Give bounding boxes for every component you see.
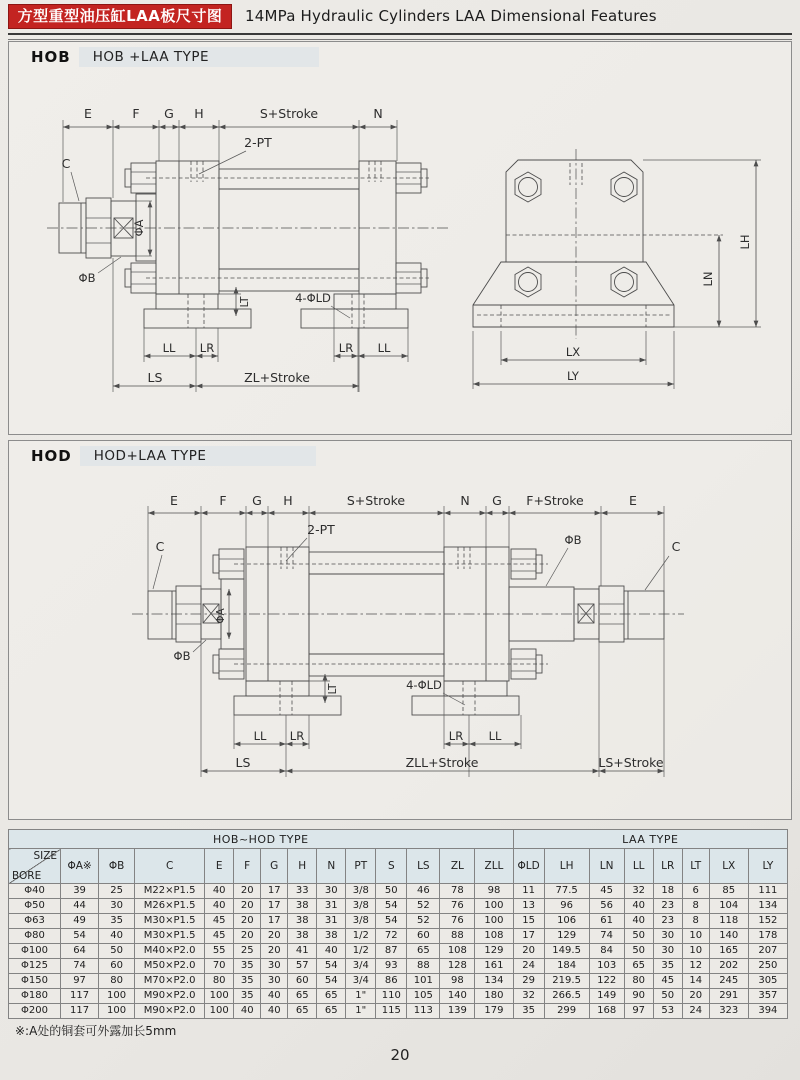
dim-label-phi-b: ΦB (78, 271, 96, 285)
spec-cell: 35 (99, 914, 135, 929)
spec-cell: 33 (288, 884, 317, 899)
dim-label-g: G (252, 493, 262, 508)
spec-cell: 122 (589, 974, 624, 989)
spec-cell: 76 (440, 914, 475, 929)
dim-label-g: G (164, 106, 174, 121)
spec-cell: 117 (61, 989, 99, 1004)
footnote: ※:A处的铜套可外露加长5mm (15, 1024, 177, 1038)
spec-cell: 97 (624, 1004, 653, 1019)
spec-cell: 54 (376, 899, 407, 914)
spec-cell: 50 (376, 884, 407, 899)
column-header: N (317, 849, 346, 884)
dim-label-ls: LS (147, 370, 163, 385)
spec-cell: 52 (407, 899, 440, 914)
size-bore-corner-cell (9, 849, 61, 884)
spec-cell: 100 (475, 914, 513, 929)
spec-cell: 1/2 (346, 929, 376, 944)
dim-label-h: H (194, 106, 204, 121)
bore-size-cell: Φ40 (9, 884, 61, 899)
bore-size-cell: Φ50 (9, 899, 61, 914)
spec-cell: 149 (589, 989, 624, 1004)
spec-cell: 30 (261, 974, 288, 989)
spec-cell: 40 (261, 1004, 288, 1019)
spec-cell: 31 (317, 899, 346, 914)
spec-cell: 90 (624, 989, 653, 1004)
spec-cell: M26×P1.5 (135, 899, 205, 914)
dim-label-phi-a: ΦA (215, 608, 227, 624)
dim-label-n: N (460, 493, 470, 508)
spec-cell: 20 (261, 944, 288, 959)
dim-label-g: G (492, 493, 502, 508)
spec-cell: 76 (440, 899, 475, 914)
column-header: LT (682, 849, 709, 884)
spec-cell: 50 (99, 944, 135, 959)
spec-cell: 168 (589, 1004, 624, 1019)
spec-cell: 80 (99, 974, 135, 989)
spec-cell: 106 (544, 914, 589, 929)
spec-cell: 30 (317, 884, 346, 899)
column-header: G (261, 849, 288, 884)
spec-cell: 10 (682, 944, 709, 959)
spec-cell: 29 (513, 974, 544, 989)
spec-cell: 40 (624, 914, 653, 929)
column-header: S (376, 849, 407, 884)
spec-cell: 53 (653, 1004, 682, 1019)
spec-cell: 65 (317, 989, 346, 1004)
spec-cell: 54 (317, 974, 346, 989)
hod-cylinder-drawing (136, 493, 696, 783)
spec-cell: M22×P1.5 (135, 884, 205, 899)
spec-cell: 115 (376, 1004, 407, 1019)
spec-cell: 35 (234, 974, 261, 989)
bore-size-cell: Φ80 (9, 929, 61, 944)
header-divider (8, 33, 792, 40)
spec-cell: 40 (261, 989, 288, 1004)
spec-cell: 65 (288, 989, 317, 1004)
column-header: C (135, 849, 205, 884)
spec-cell: 44 (61, 899, 99, 914)
spec-cell: 20 (513, 944, 544, 959)
spec-cell: 60 (288, 974, 317, 989)
spec-cell: 78 (440, 884, 475, 899)
spec-cell: 14 (682, 974, 709, 989)
spec-cell: 323 (709, 1004, 748, 1019)
dim-label-f: F (132, 106, 140, 121)
hod-code-label: HOD (31, 447, 72, 465)
spec-cell: 118 (709, 914, 748, 929)
spec-cell: 180 (475, 989, 513, 1004)
spec-cell: 1" (346, 1004, 376, 1019)
spec-cell: 161 (475, 959, 513, 974)
spec-cell: 12 (682, 959, 709, 974)
bore-size-cell: Φ180 (9, 989, 61, 1004)
spec-cell: 72 (376, 929, 407, 944)
dim-label-phi-a: ΦA (132, 219, 146, 237)
column-header: LH (544, 849, 589, 884)
dimension-spec-table (8, 829, 788, 1019)
column-header: ΦLD (513, 849, 544, 884)
spec-cell: 57 (288, 959, 317, 974)
table-group-header: HOB~HOD TYPE (9, 830, 514, 849)
spec-cell: M50×P2.0 (135, 959, 205, 974)
spec-cell: 65 (288, 1004, 317, 1019)
spec-cell: 394 (748, 1004, 787, 1019)
spec-cell: 100 (475, 899, 513, 914)
spec-cell: 55 (205, 944, 234, 959)
dim-label-ln: LN (701, 271, 715, 287)
spec-cell: 129 (475, 944, 513, 959)
spec-cell: 93 (376, 959, 407, 974)
spec-cell: 80 (624, 974, 653, 989)
table-group-header: LAA TYPE (513, 830, 787, 849)
spec-cell: 20 (234, 884, 261, 899)
spec-cell: 111 (748, 884, 787, 899)
spec-cell: 3/8 (346, 914, 376, 929)
dim-label-n: N (373, 106, 383, 121)
spec-cell: 100 (205, 1004, 234, 1019)
bore-size-cell: Φ63 (9, 914, 61, 929)
spec-cell: 305 (748, 974, 787, 989)
dim-label-lr: LR (448, 729, 464, 743)
spec-cell: 357 (748, 989, 787, 1004)
spec-cell: M70×P2.0 (135, 974, 205, 989)
dim-label-e: E (84, 106, 92, 121)
spec-cell: M30×P1.5 (135, 914, 205, 929)
dim-label-s-stroke: S+Stroke (259, 106, 319, 121)
port-label-2pt: 2-PT (244, 135, 272, 150)
spec-cell: 23 (653, 899, 682, 914)
spec-cell: 38 (288, 929, 317, 944)
spec-cell: 35 (234, 989, 261, 1004)
spec-cell: 56 (589, 899, 624, 914)
spec-cell: 45 (205, 914, 234, 929)
spec-cell: M30×P1.5 (135, 929, 205, 944)
column-header: ZL (440, 849, 475, 884)
dim-label-ls-stroke: LS+Stroke (598, 755, 664, 770)
spec-cell: 45 (589, 884, 624, 899)
spec-cell: 17 (261, 884, 288, 899)
spec-cell: 184 (544, 959, 589, 974)
spec-cell: 110 (376, 989, 407, 1004)
dim-label-f-stroke: F+Stroke (526, 493, 584, 508)
dim-label-lr: LR (338, 341, 354, 355)
spec-cell: 105 (407, 989, 440, 1004)
column-header: LY (748, 849, 787, 884)
column-header: ΦA※ (61, 849, 99, 884)
spec-cell: 25 (99, 884, 135, 899)
spec-cell: 1" (346, 989, 376, 1004)
label-4-phi-ld: 4-ΦLD (406, 678, 442, 692)
spec-cell: 80 (205, 974, 234, 989)
spec-cell: 86 (376, 974, 407, 989)
dim-label-ly: LY (567, 369, 579, 383)
spec-cell: 35 (513, 1004, 544, 1019)
dim-label-h: H (283, 493, 293, 508)
spec-cell: 96 (544, 899, 589, 914)
spec-cell: 40 (99, 929, 135, 944)
spec-cell: 25 (234, 944, 261, 959)
spec-cell: 140 (709, 929, 748, 944)
dim-label-zll-stroke: ZLL+Stroke (405, 755, 479, 770)
spec-cell: 101 (407, 974, 440, 989)
spec-cell: 65 (407, 944, 440, 959)
spec-cell: 245 (709, 974, 748, 989)
dim-label-phi-b: ΦB (564, 533, 582, 547)
spec-cell: 30 (653, 944, 682, 959)
spec-cell: 134 (475, 974, 513, 989)
spec-cell: 45 (205, 929, 234, 944)
page-number: 20 (390, 1046, 410, 1064)
dim-label-s-stroke: S+Stroke (346, 493, 406, 508)
spec-cell: 149.5 (544, 944, 589, 959)
spec-cell: 8 (682, 899, 709, 914)
dim-label-lr: LR (199, 341, 215, 355)
spec-cell: 97 (61, 974, 99, 989)
spec-cell: 165 (709, 944, 748, 959)
spec-cell: 250 (748, 959, 787, 974)
spec-cell: 13 (513, 899, 544, 914)
hob-cylinder-drawing (51, 106, 491, 406)
spec-cell: 108 (440, 944, 475, 959)
table-row (9, 959, 788, 974)
spec-cell: 41 (288, 944, 317, 959)
table-row (9, 944, 788, 959)
spec-cell: 31 (317, 914, 346, 929)
dim-label-c: C (155, 539, 165, 554)
spec-cell: 38 (317, 929, 346, 944)
spec-cell: 77.5 (544, 884, 589, 899)
spec-cell: 65 (624, 959, 653, 974)
page-title-chinese: 方型重型油压缸LAA板尺寸图 (8, 4, 232, 29)
spec-cell: 128 (440, 959, 475, 974)
dim-label-ls: LS (235, 755, 251, 770)
spec-cell: 17 (261, 914, 288, 929)
corner-size-label: SIZE (33, 850, 58, 862)
dim-label-c: C (671, 539, 681, 554)
spec-cell: 152 (748, 914, 787, 929)
column-header: LN (589, 849, 624, 884)
spec-cell: 104 (709, 899, 748, 914)
spec-cell: 299 (544, 1004, 589, 1019)
spec-cell: 3/8 (346, 884, 376, 899)
spec-cell: M90×P2.0 (135, 989, 205, 1004)
spec-cell: 50 (624, 929, 653, 944)
spec-cell: 70 (205, 959, 234, 974)
spec-cell: 140 (440, 989, 475, 1004)
spec-cell: 23 (653, 914, 682, 929)
spec-cell: 17 (261, 899, 288, 914)
spec-cell: 207 (748, 944, 787, 959)
spec-cell: 40 (317, 944, 346, 959)
spec-cell: 61 (589, 914, 624, 929)
hob-code-label: HOB (31, 48, 71, 66)
hob-section (8, 41, 792, 435)
spec-cell: 20 (234, 899, 261, 914)
spec-cell: 84 (589, 944, 624, 959)
dim-label-phi-b: ΦB (173, 649, 191, 663)
spec-cell: 129 (544, 929, 589, 944)
dim-label-lr: LR (289, 729, 305, 743)
spec-cell: 134 (748, 899, 787, 914)
spec-cell: 20 (261, 929, 288, 944)
spec-cell: 139 (440, 1004, 475, 1019)
spec-cell: 98 (440, 974, 475, 989)
spec-cell: 40 (205, 884, 234, 899)
spec-cell: 3/4 (346, 959, 376, 974)
spec-cell: 108 (475, 929, 513, 944)
dim-label-ll: LL (162, 341, 176, 355)
spec-cell: 52 (407, 914, 440, 929)
spec-cell: 50 (653, 989, 682, 1004)
column-header: PT (346, 849, 376, 884)
column-header: ZLL (475, 849, 513, 884)
spec-cell: 74 (589, 929, 624, 944)
hod-section (8, 440, 792, 820)
spec-cell: 3/8 (346, 899, 376, 914)
hod-section-header (23, 446, 316, 466)
dim-label-e: E (170, 493, 178, 508)
dim-label-f: F (219, 493, 227, 508)
column-header: H (288, 849, 317, 884)
spec-cell: 64 (61, 944, 99, 959)
corner-bore-label: BORE (12, 870, 42, 882)
dim-label-e: E (629, 493, 637, 508)
spec-cell: 54 (61, 929, 99, 944)
table-row (9, 1004, 788, 1019)
spec-cell: 50 (624, 944, 653, 959)
spec-cell: 45 (653, 974, 682, 989)
spec-cell: 100 (99, 1004, 135, 1019)
spec-cell: 20 (234, 914, 261, 929)
column-header: LX (709, 849, 748, 884)
spec-cell: 30 (99, 899, 135, 914)
spec-cell: 8 (682, 914, 709, 929)
spec-cell: 117 (61, 1004, 99, 1019)
spec-cell: 30 (261, 959, 288, 974)
dim-label-lh: LH (738, 234, 752, 250)
spec-cell: 46 (407, 884, 440, 899)
spec-cell: 113 (407, 1004, 440, 1019)
spec-cell: 35 (234, 959, 261, 974)
dim-label-ll: LL (377, 341, 391, 355)
spec-cell: 178 (748, 929, 787, 944)
spec-cell: 100 (99, 989, 135, 1004)
spec-cell: 24 (513, 959, 544, 974)
spec-cell: 74 (61, 959, 99, 974)
spec-cell: 179 (475, 1004, 513, 1019)
dim-label-ll: LL (488, 729, 502, 743)
spec-cell: 11 (513, 884, 544, 899)
spec-cell: 20 (682, 989, 709, 1004)
table-row (9, 884, 788, 899)
spec-cell: M90×P2.0 (135, 1004, 205, 1019)
dim-label-zl-stroke: ZL+Stroke (244, 370, 310, 385)
spec-cell: 88 (407, 959, 440, 974)
table-row (9, 974, 788, 989)
dim-label-c: C (61, 156, 71, 171)
spec-cell: 60 (407, 929, 440, 944)
spec-cell: 30 (653, 929, 682, 944)
spec-cell: 24 (682, 1004, 709, 1019)
spec-cell: 100 (205, 989, 234, 1004)
spec-cell: 39 (61, 884, 99, 899)
spec-cell: 65 (317, 1004, 346, 1019)
spec-cell: 17 (513, 929, 544, 944)
bore-size-cell: Φ125 (9, 959, 61, 974)
table-row (9, 914, 788, 929)
dim-label-ll: LL (253, 729, 267, 743)
column-header: LL (624, 849, 653, 884)
spec-cell: M40×P2.0 (135, 944, 205, 959)
spec-cell: 291 (709, 989, 748, 1004)
spec-cell: 88 (440, 929, 475, 944)
spec-cell: 40 (234, 1004, 261, 1019)
hod-type-label: HOD+LAA TYPE (80, 446, 317, 466)
spec-cell: 202 (709, 959, 748, 974)
spec-cell: 40 (205, 899, 234, 914)
hob-type-label: HOB +LAA TYPE (79, 47, 319, 67)
spec-cell: 38 (288, 914, 317, 929)
bore-size-cell: Φ100 (9, 944, 61, 959)
spec-cell: 15 (513, 914, 544, 929)
spec-cell: 32 (513, 989, 544, 1004)
page-title-english: 14MPa Hydraulic Cylinders LAA Dimensional Features (245, 7, 657, 25)
column-header: LS (407, 849, 440, 884)
column-header: E (205, 849, 234, 884)
table-row (9, 929, 788, 944)
spec-cell: 20 (234, 929, 261, 944)
spec-cell: 38 (288, 899, 317, 914)
bore-size-cell: Φ150 (9, 974, 61, 989)
spec-cell: 10 (682, 929, 709, 944)
spec-cell: 3/4 (346, 974, 376, 989)
spec-cell: 1/2 (346, 944, 376, 959)
spec-cell: 266.5 (544, 989, 589, 1004)
table-row (9, 899, 788, 914)
spec-cell: 18 (653, 884, 682, 899)
dim-label-lt: LT (239, 296, 251, 308)
hob-section-header (23, 47, 319, 67)
port-label-2pt: 2-PT (307, 522, 335, 537)
dim-label-lt: LT (327, 683, 339, 695)
column-header: LR (653, 849, 682, 884)
table-row (9, 989, 788, 1004)
column-header: ΦB (99, 849, 135, 884)
laa-plate-drawing (471, 127, 781, 395)
label-4-phi-ld: 4-ΦLD (295, 291, 331, 305)
spec-cell: 54 (376, 914, 407, 929)
bore-size-cell: Φ200 (9, 1004, 61, 1019)
spec-cell: 32 (624, 884, 653, 899)
spec-cell: 54 (317, 959, 346, 974)
spec-cell: 40 (624, 899, 653, 914)
spec-cell: 98 (475, 884, 513, 899)
spec-cell: 87 (376, 944, 407, 959)
spec-cell: 49 (61, 914, 99, 929)
spec-cell: 60 (99, 959, 135, 974)
column-header: F (234, 849, 261, 884)
spec-cell: 219.5 (544, 974, 589, 989)
dim-label-lx: LX (565, 345, 581, 359)
spec-cell: 6 (682, 884, 709, 899)
spec-cell: 103 (589, 959, 624, 974)
spec-cell: 35 (653, 959, 682, 974)
spec-cell: 85 (709, 884, 748, 899)
